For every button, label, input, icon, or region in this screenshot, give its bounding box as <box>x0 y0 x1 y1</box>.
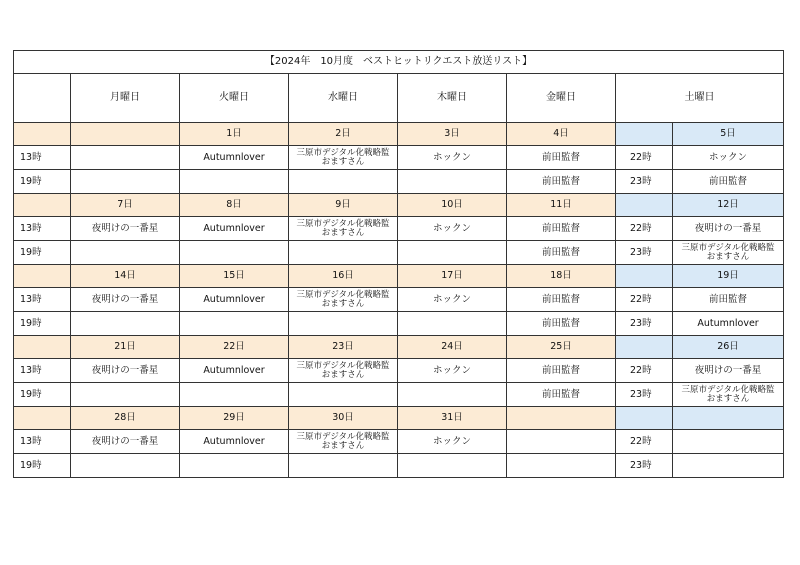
time-slot-row <box>14 383 784 407</box>
program-cell: ホックン <box>398 288 507 312</box>
program-cell <box>398 454 507 478</box>
program-cell <box>180 312 289 336</box>
program-cell: 夜明けの一番星 <box>71 359 180 383</box>
date-row <box>14 194 784 217</box>
program-cell: 前田監督 <box>507 146 616 170</box>
date-cell: 19日 <box>673 265 784 288</box>
date-cell <box>71 123 180 146</box>
date-cell: 8日 <box>180 194 289 217</box>
saturday-program-cell <box>673 241 784 265</box>
program-cell <box>289 383 398 407</box>
date-cell: 25日 <box>507 336 616 359</box>
date-cell: 14日 <box>71 265 180 288</box>
program-cell: 前田監督 <box>507 241 616 265</box>
program-cell <box>507 430 616 454</box>
saturday-program-cell: ホックン <box>673 146 784 170</box>
program-cell <box>398 241 507 265</box>
program-cell <box>398 383 507 407</box>
date-cell: 18日 <box>507 265 616 288</box>
time-slot-row <box>14 312 784 336</box>
date-cell: 21日 <box>71 336 180 359</box>
program-cell: 夜明けの一番星 <box>71 288 180 312</box>
date-row <box>14 407 784 430</box>
date-cell <box>616 123 673 146</box>
date-cell: 4日 <box>507 123 616 146</box>
saturday-program-cell: 前田監督 <box>673 170 784 194</box>
date-cell: 29日 <box>180 407 289 430</box>
date-cell: 24日 <box>398 336 507 359</box>
date-cell: 9日 <box>289 194 398 217</box>
multiline-entry: 三原市デジタル化戦略監 おますさん <box>681 243 775 262</box>
date-cell: 22日 <box>180 336 289 359</box>
saturday-time-label: 23時 <box>616 312 673 336</box>
saturday-program-cell <box>673 430 784 454</box>
time-slot-row <box>14 241 784 265</box>
multiline-entry: 三原市デジタル化戦略監 おますさん <box>681 385 775 404</box>
date-cell: 17日 <box>398 265 507 288</box>
date-row <box>14 123 784 146</box>
date-cell: 7日 <box>71 194 180 217</box>
date-cell: 11日 <box>507 194 616 217</box>
program-cell <box>398 312 507 336</box>
weekday-tuesday: 火曜日 <box>180 74 289 123</box>
saturday-program-cell: 夜明けの一番星 <box>673 217 784 241</box>
program-cell: ホックン <box>398 430 507 454</box>
date-cell <box>616 265 673 288</box>
time-slot-row <box>14 454 784 478</box>
program-cell <box>180 383 289 407</box>
date-cell: 5日 <box>673 123 784 146</box>
program-cell <box>289 359 398 383</box>
corner-cell <box>14 74 71 123</box>
program-cell: Autumnlover <box>180 359 289 383</box>
program-cell <box>180 170 289 194</box>
saturday-time-label: 22時 <box>616 430 673 454</box>
date-cell <box>673 407 784 430</box>
date-cell: 10日 <box>398 194 507 217</box>
program-cell: 前田監督 <box>507 312 616 336</box>
program-cell <box>71 241 180 265</box>
program-cell: 前田監督 <box>507 217 616 241</box>
time-label: 19時 <box>14 312 71 336</box>
weekday-saturday: 土曜日 <box>616 74 784 123</box>
date-cell <box>507 407 616 430</box>
time-label: 13時 <box>14 146 71 170</box>
multiline-entry: 三原市デジタル化戦略監 おますさん <box>296 432 390 451</box>
saturday-program-cell: Autumnlover <box>673 312 784 336</box>
time-slot-row <box>14 359 784 383</box>
program-cell <box>289 170 398 194</box>
saturday-time-label: 22時 <box>616 217 673 241</box>
program-cell <box>289 312 398 336</box>
program-cell: 前田監督 <box>507 288 616 312</box>
program-cell: ホックン <box>398 146 507 170</box>
saturday-time-label: 23時 <box>616 383 673 407</box>
multiline-entry: 三原市デジタル化戦略監 おますさん <box>296 148 390 167</box>
program-cell: ホックン <box>398 217 507 241</box>
date-corner <box>14 336 71 359</box>
saturday-time-label: 23時 <box>616 170 673 194</box>
program-cell: Autumnlover <box>180 288 289 312</box>
date-cell: 1日 <box>180 123 289 146</box>
weekday-monday: 月曜日 <box>71 74 180 123</box>
saturday-time-label: 22時 <box>616 146 673 170</box>
date-cell <box>616 407 673 430</box>
multiline-entry: 三原市デジタル化戦略監 おますさん <box>296 361 390 380</box>
program-cell <box>71 383 180 407</box>
program-cell <box>71 170 180 194</box>
time-label: 13時 <box>14 288 71 312</box>
time-slot-row <box>14 217 784 241</box>
program-cell: 前田監督 <box>507 383 616 407</box>
date-corner <box>14 407 71 430</box>
saturday-time-label: 22時 <box>616 359 673 383</box>
date-corner <box>14 265 71 288</box>
time-slot-row <box>14 430 784 454</box>
program-cell: Autumnlover <box>180 146 289 170</box>
date-cell: 31日 <box>398 407 507 430</box>
weekday-wednesday: 水曜日 <box>289 74 398 123</box>
program-cell <box>289 430 398 454</box>
program-cell: 前田監督 <box>507 359 616 383</box>
time-label: 19時 <box>14 241 71 265</box>
program-cell: Autumnlover <box>180 217 289 241</box>
program-cell <box>71 312 180 336</box>
program-cell <box>71 146 180 170</box>
weekday-thursday: 木曜日 <box>398 74 507 123</box>
weekday-friday: 金曜日 <box>507 74 616 123</box>
date-cell: 12日 <box>673 194 784 217</box>
date-row <box>14 265 784 288</box>
time-label: 19時 <box>14 454 71 478</box>
date-cell: 30日 <box>289 407 398 430</box>
time-label: 19時 <box>14 383 71 407</box>
saturday-time-label: 22時 <box>616 288 673 312</box>
multiline-entry: 三原市デジタル化戦略監 おますさん <box>296 219 390 238</box>
sheet-title: 【2024年 10月度 ベストヒットリクエスト放送リスト】 <box>14 51 784 74</box>
date-corner <box>14 123 71 146</box>
program-cell <box>180 454 289 478</box>
program-cell <box>289 217 398 241</box>
program-cell: 夜明けの一番星 <box>71 430 180 454</box>
multiline-entry: 三原市デジタル化戦略監 おますさん <box>296 290 390 309</box>
saturday-program-cell <box>673 454 784 478</box>
date-cell: 16日 <box>289 265 398 288</box>
date-cell <box>616 194 673 217</box>
program-cell: 夜明けの一番星 <box>71 217 180 241</box>
time-slot-row <box>14 170 784 194</box>
date-row <box>14 336 784 359</box>
date-cell <box>616 336 673 359</box>
date-corner <box>14 194 71 217</box>
saturday-program-cell <box>673 383 784 407</box>
time-label: 13時 <box>14 359 71 383</box>
date-cell: 3日 <box>398 123 507 146</box>
saturday-time-label: 23時 <box>616 454 673 478</box>
broadcast-schedule-table <box>13 50 784 478</box>
program-cell <box>398 170 507 194</box>
date-cell: 2日 <box>289 123 398 146</box>
time-slot-row <box>14 146 784 170</box>
program-cell <box>289 146 398 170</box>
saturday-time-label: 23時 <box>616 241 673 265</box>
date-cell: 26日 <box>673 336 784 359</box>
date-cell: 28日 <box>71 407 180 430</box>
program-cell <box>289 288 398 312</box>
program-cell <box>507 454 616 478</box>
program-cell <box>289 454 398 478</box>
program-cell: 前田監督 <box>507 170 616 194</box>
time-label: 13時 <box>14 430 71 454</box>
time-label: 13時 <box>14 217 71 241</box>
program-cell: ホックン <box>398 359 507 383</box>
saturday-program-cell: 前田監督 <box>673 288 784 312</box>
date-cell: 23日 <box>289 336 398 359</box>
program-cell <box>71 454 180 478</box>
time-slot-row <box>14 288 784 312</box>
program-cell <box>180 241 289 265</box>
saturday-program-cell: 夜明けの一番星 <box>673 359 784 383</box>
program-cell <box>289 241 398 265</box>
program-cell: Autumnlover <box>180 430 289 454</box>
time-label: 19時 <box>14 170 71 194</box>
date-cell: 15日 <box>180 265 289 288</box>
